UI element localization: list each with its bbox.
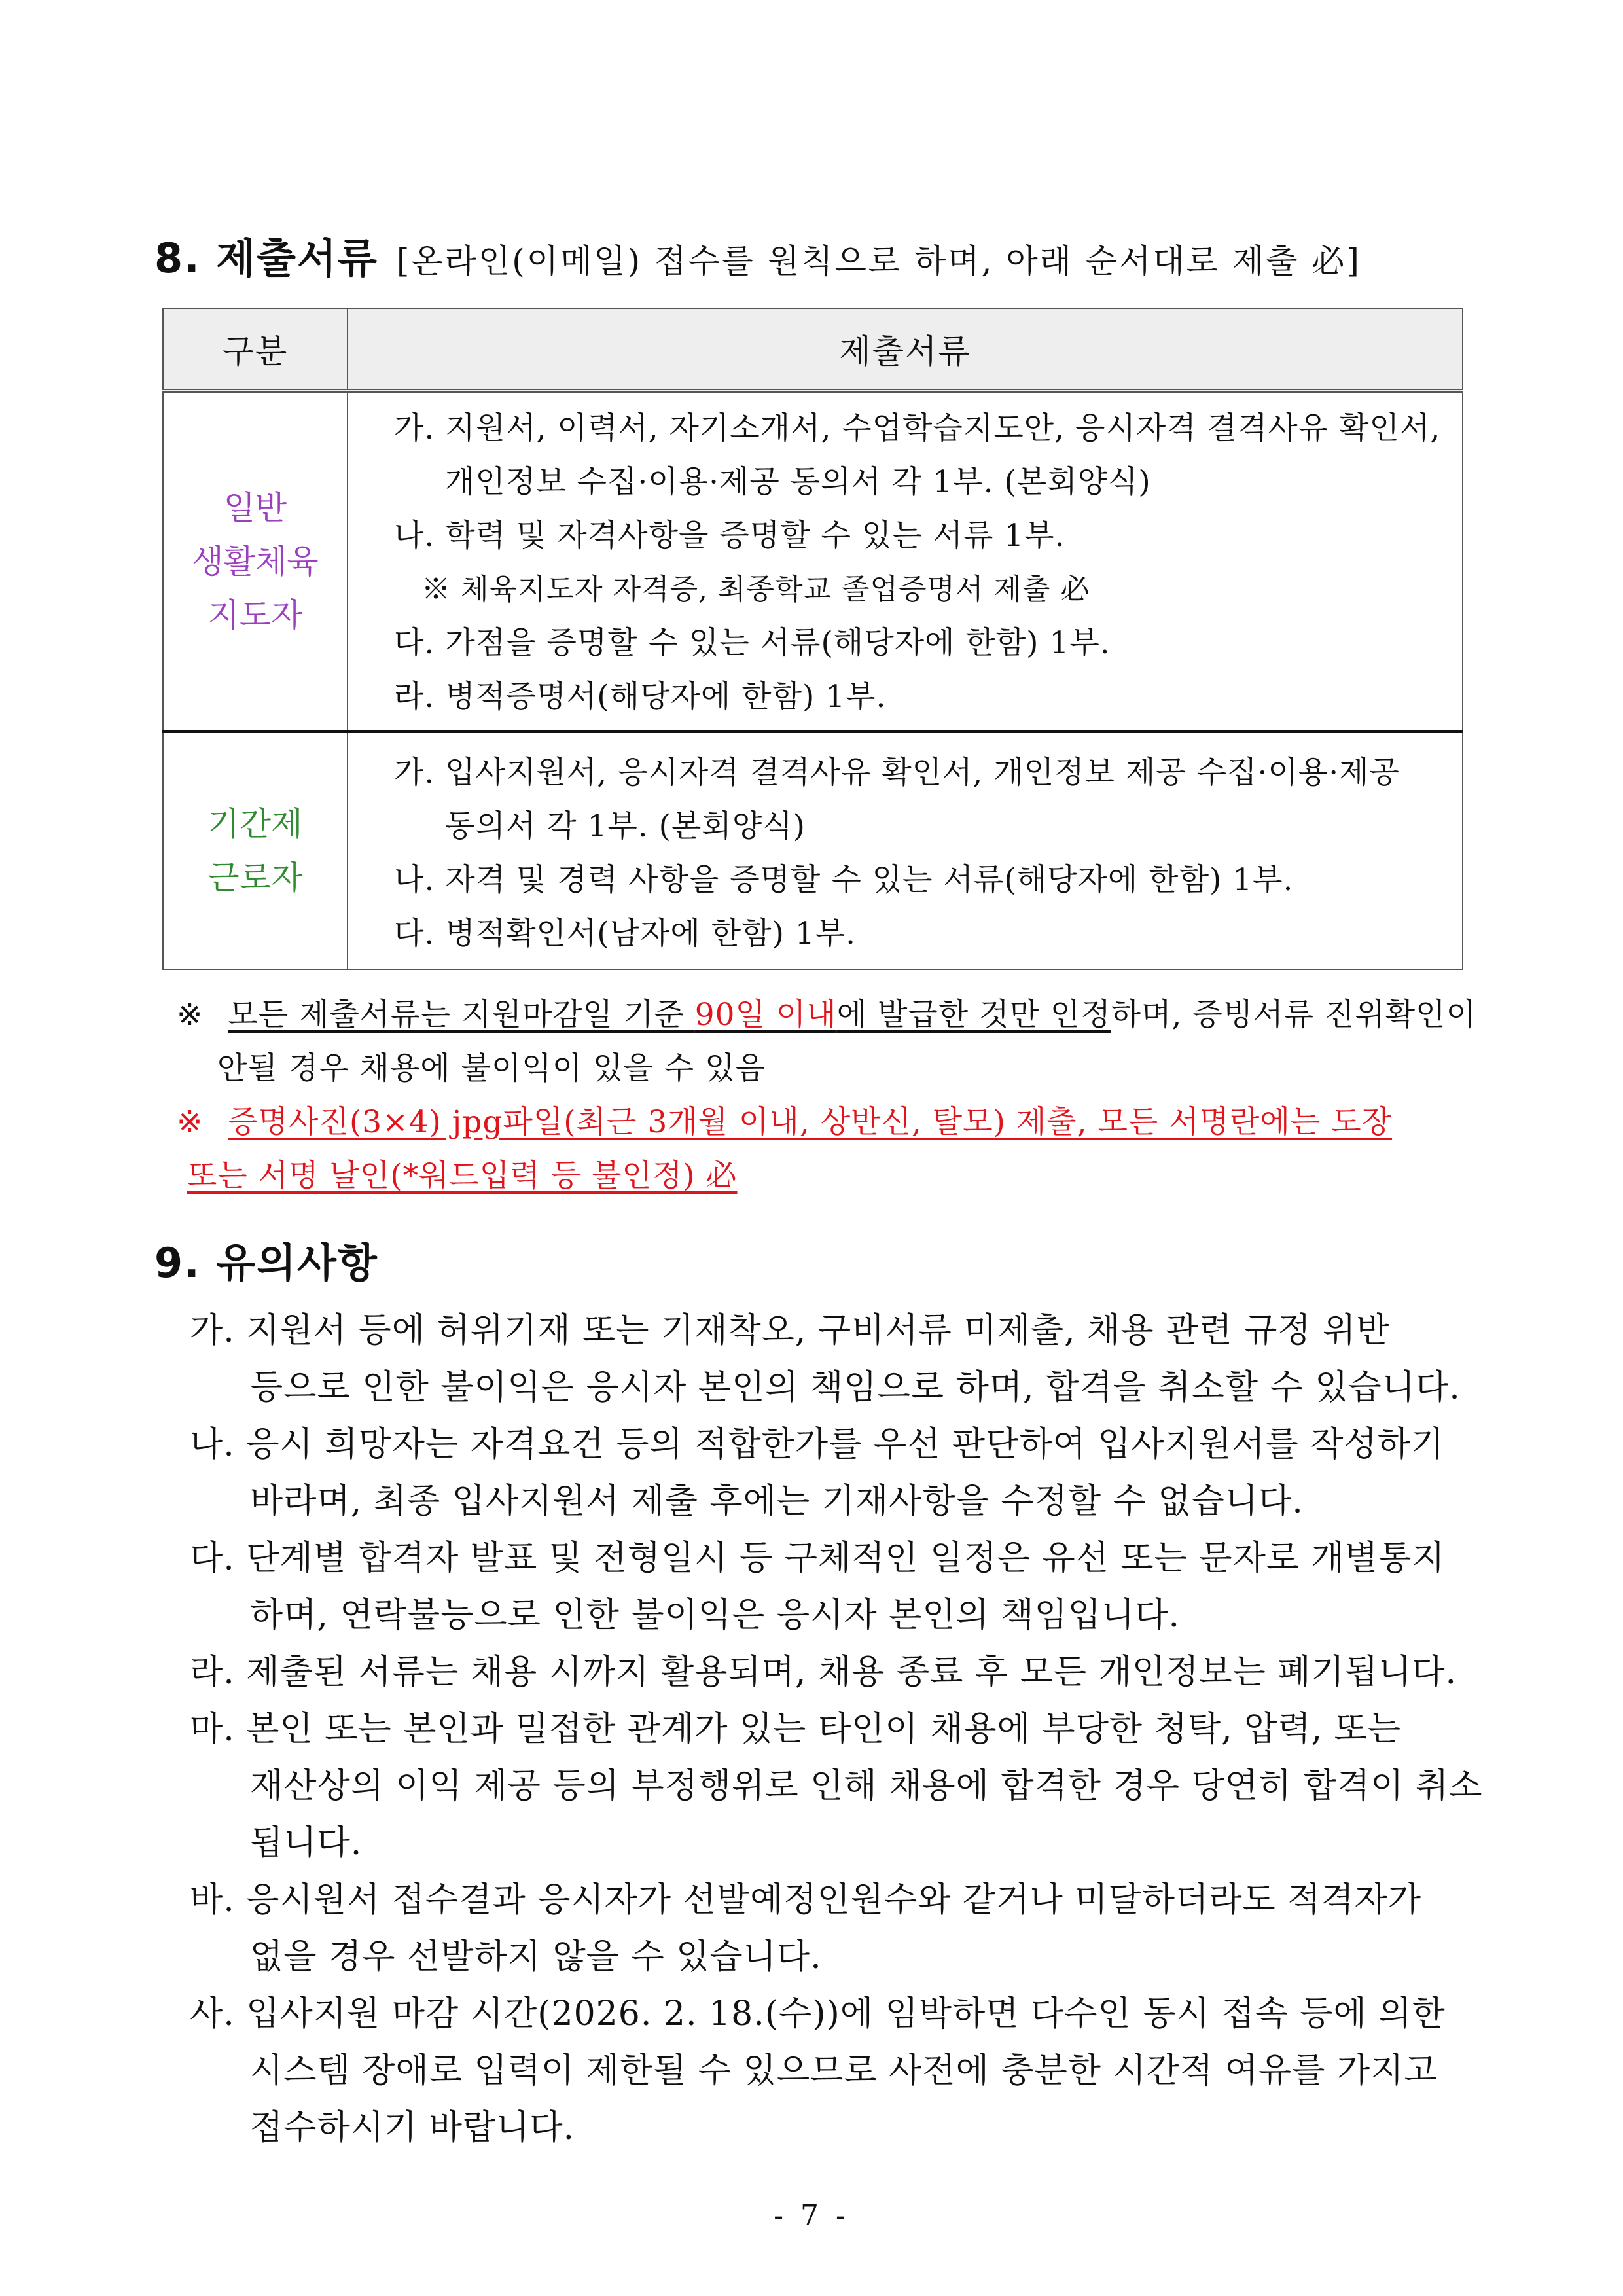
documents-general-instructor	[348, 391, 1463, 732]
document-item: 다. 가점을 증명할 수 있는 서류(해당자에 한함) 1부.	[394, 625, 1111, 661]
section-9-heading	[154, 1230, 378, 1289]
page-number: - 7 -	[774, 2199, 849, 2233]
note-2-line-1: ※ 증명사진(3×4) jpg파일(최근 3개월 이내, 상반신, 탈모) 제출, 모든 서명란에는 도장	[177, 1104, 1393, 1140]
category-contract-worker	[163, 732, 348, 969]
note-mark: ※	[177, 997, 204, 1033]
table-row	[163, 732, 1463, 969]
note-1-line-1: ※ 모든 제출서류는 지원마감일 기준 90일 이내에 발급한 것만 인정하며, 증빙서류 진위확인이	[177, 997, 1476, 1033]
caution-item: 하며, 연락불능으로 인한 불이익은 응시자 본인의 책임입니다.	[250, 1596, 1181, 1635]
caution-item: 등으로 인한 불이익은 응시자 본인의 책임으로 하며, 합격을 취소할 수 있습니다.	[250, 1368, 1461, 1407]
document-item: 라. 병적증명서(해당자에 한함) 1부.	[394, 679, 887, 715]
document-item: 가. 입사지원서, 응시자격 결격사유 확인서, 개인정보 제공 수집·이용·제공	[394, 755, 1400, 791]
document-item: 나. 자격 및 경력 사항을 증명할 수 있는 서류(해당자에 한함) 1부.	[394, 862, 1294, 898]
document-item: 동의서 각 1부. (본회양식)	[445, 808, 806, 844]
note-2-line-2: 또는 서명 날인(*워드입력 등 불인정) 必	[187, 1158, 738, 1194]
caution-item: 다. 단계별 합격자 발표 및 전형일시 등 구체적인 일정은 유선 또는 문자로 개별통지	[190, 1539, 1446, 1578]
caution-item: 나. 응시 희망자는 자격요건 등의 적합한가를 우선 판단하여 입사지원서를 작성하기	[190, 1425, 1445, 1464]
caution-item: 라. 제출된 서류는 채용 시까지 활용되며, 채용 종료 후 모든 개인정보는 폐기됩니다.	[190, 1653, 1457, 1692]
note-1-line-2: 안될 경우 채용에 불이익이 있을 수 있음	[217, 1050, 766, 1086]
note-mark: ※	[177, 1104, 204, 1140]
document-item: 다. 병적확인서(남자에 한함) 1부.	[394, 916, 857, 952]
document-item: 개인정보 수집·이용·제공 동의서 각 1부. (본회양식)	[445, 464, 1151, 500]
cautions-list	[190, 1302, 1483, 2157]
note-1-highlight: 90일 이내	[694, 997, 837, 1033]
note-1-underlined: 모든 제출서류는 지원마감일 기준 90일 이내에 발급한 것만 인정	[228, 997, 1111, 1033]
caution-item: 사. 입사지원 마감 시간(2026. 2. 18.(수))에 임박하면 다수인 동시 접속 등에 의한	[190, 1994, 1446, 2034]
section-8-title: 8. 제출서류	[154, 234, 378, 282]
document-note: ※ 체육지도자 자격증, 최종학교 졸업증명서 제출 必	[421, 573, 1090, 606]
section-8-subtitle: [온라인(이메일) 접수를 원칙으로 하며, 아래 순서대로 제출 必]	[396, 242, 1361, 280]
submission-documents-table	[162, 308, 1463, 970]
category-line: 근로자	[207, 859, 303, 897]
submission-notes	[177, 988, 1476, 1203]
section-9-title: 9. 유의사항	[154, 1239, 378, 1287]
caution-item: 시스템 장애로 입력이 제한될 수 있으므로 사전에 충분한 시간적 여유를 가지고	[250, 2051, 1438, 2090]
table-header-row	[163, 308, 1463, 391]
header-documents: 제출서류	[348, 308, 1463, 391]
caution-item: 됩니다.	[250, 1823, 363, 1863]
caution-item: 바라며, 최종 입사지원서 제출 후에는 기재사항을 수정할 수 없습니다.	[250, 1482, 1304, 1521]
caution-item: 접수하시기 바랍니다.	[250, 2108, 575, 2147]
category-line: 일반	[223, 489, 287, 527]
header-category: 구분	[163, 308, 348, 391]
caution-item: 없을 경우 선발하지 않을 수 있습니다.	[250, 1937, 822, 1977]
table-row	[163, 391, 1463, 732]
section-8-heading	[154, 226, 1361, 284]
caution-item: 마. 본인 또는 본인과 밀접한 관계가 있는 타인이 채용에 부당한 청탁, 압력, 또는	[190, 1710, 1402, 1749]
category-line: 지도자	[207, 596, 303, 634]
document-item: 나. 학력 및 자격사항을 증명할 수 있는 서류 1부.	[394, 518, 1065, 554]
category-general-instructor	[163, 391, 348, 732]
caution-item: 바. 응시원서 접수결과 응시자가 선발예정인원수와 같거나 미달하더라도 적격자가	[190, 1880, 1422, 1920]
category-line: 기간제	[207, 805, 303, 843]
caution-item: 가. 지원서 등에 허위기재 또는 기재착오, 구비서류 미제출, 채용 관련 규정 위반	[190, 1311, 1390, 1350]
category-line: 생활체육	[192, 543, 319, 581]
document-item: 가. 지원서, 이력서, 자기소개서, 수업학습지도안, 응시자격 결격사유 확인서,	[394, 410, 1441, 446]
documents-contract-worker	[348, 732, 1463, 969]
caution-item: 재산상의 이익 제공 등의 부정행위로 인해 채용에 합격한 경우 당연히 합격이 취소	[250, 1767, 1483, 1806]
